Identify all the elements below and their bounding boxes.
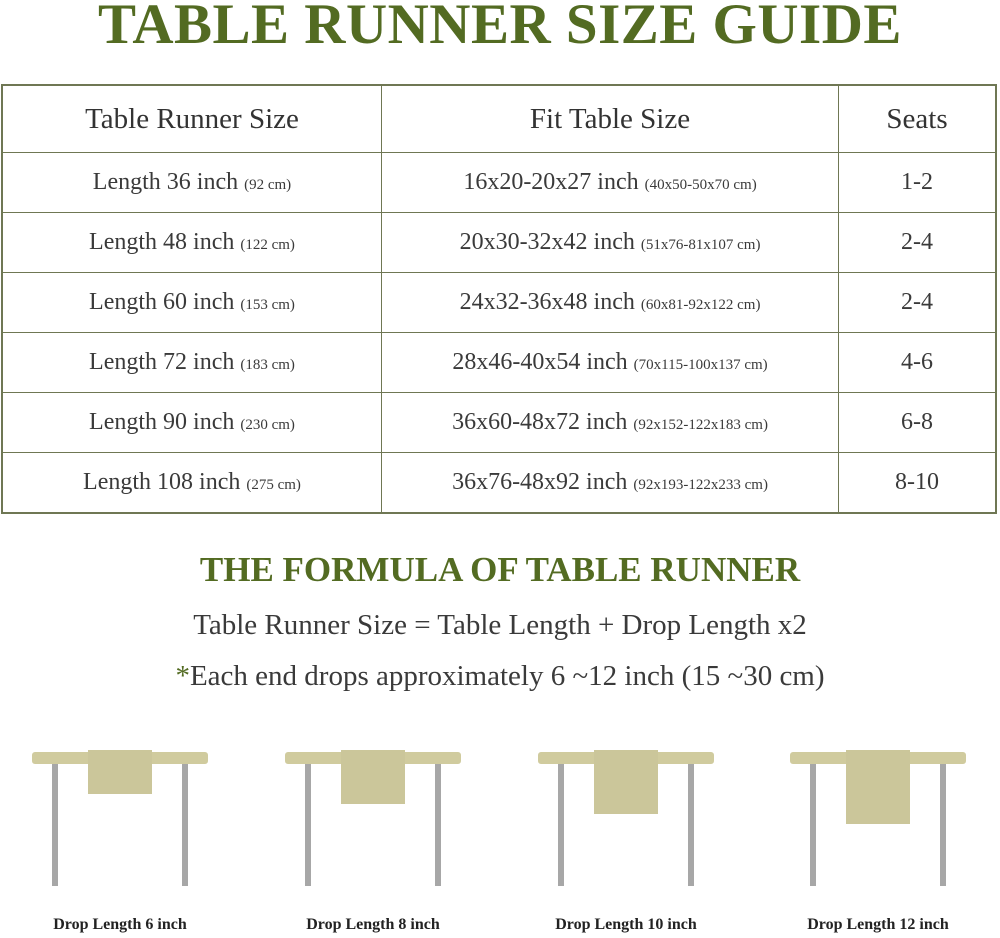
runner-cm: (122 cm) bbox=[240, 237, 295, 253]
fit-inch: 28x46-40x54 inch bbox=[452, 349, 628, 375]
table-row bbox=[2, 213, 996, 273]
drop-label-8-inch: Drop Length 8 inch bbox=[306, 916, 440, 933]
header-seats: Seats bbox=[839, 85, 997, 153]
formula-note bbox=[0, 660, 1000, 693]
fit-size-cell bbox=[382, 393, 839, 453]
drop-label-12-inch: Drop Length 12 inch bbox=[807, 916, 949, 933]
runner-cm: (230 cm) bbox=[240, 417, 295, 433]
fit-cm: (40x50-50x70 cm) bbox=[644, 177, 757, 193]
runner-drop bbox=[846, 750, 910, 824]
drop-label-6-inch: Drop Length 6 inch bbox=[53, 916, 187, 933]
runner-inch: Length 60 inch bbox=[89, 289, 235, 315]
seats-cell: 6-8 bbox=[839, 393, 997, 453]
fit-inch: 20x30-32x42 inch bbox=[459, 229, 635, 255]
size-table bbox=[1, 84, 997, 514]
header-runner-size: Table Runner Size bbox=[2, 85, 382, 153]
fit-inch: 16x20-20x27 inch bbox=[463, 169, 639, 195]
table-diagram-6-inch bbox=[32, 748, 212, 888]
runner-size-cell bbox=[2, 213, 382, 273]
seats-cell: 1-2 bbox=[839, 153, 997, 213]
runner-size-cell bbox=[2, 153, 382, 213]
fit-size-cell bbox=[382, 153, 839, 213]
runner-size-cell bbox=[2, 333, 382, 393]
table-diagram-12-inch bbox=[790, 748, 970, 888]
runner-drop bbox=[341, 750, 405, 804]
fit-inch: 36x76-48x92 inch bbox=[452, 469, 628, 495]
fit-inch: 36x60-48x72 inch bbox=[452, 409, 628, 435]
drop-label-10-inch: Drop Length 10 inch bbox=[555, 916, 697, 933]
runner-cm: (153 cm) bbox=[240, 297, 295, 313]
table-diagram-10-inch bbox=[538, 748, 718, 888]
table-leg-left bbox=[558, 760, 564, 886]
fit-cm: (51x76-81x107 cm) bbox=[640, 237, 761, 253]
fit-size-cell bbox=[382, 453, 839, 514]
note-asterisk: * bbox=[175, 660, 190, 692]
runner-inch: Length 48 inch bbox=[89, 229, 235, 255]
page-title: TABLE RUNNER SIZE GUIDE bbox=[98, 0, 902, 56]
table-leg-right bbox=[940, 760, 946, 886]
seats-cell: 2-4 bbox=[839, 213, 997, 273]
runner-inch: Length 90 inch bbox=[89, 409, 235, 435]
table-leg-left bbox=[52, 760, 58, 886]
runner-cm: (183 cm) bbox=[240, 357, 295, 373]
runner-inch: Length 72 inch bbox=[89, 349, 235, 375]
seats-cell: 2-4 bbox=[839, 273, 997, 333]
table-row bbox=[2, 393, 996, 453]
fit-size-cell bbox=[382, 273, 839, 333]
runner-size-cell bbox=[2, 453, 382, 514]
table-leg-right bbox=[688, 760, 694, 886]
runner-inch: Length 36 inch bbox=[92, 169, 239, 195]
fit-cm: (60x81-92x122 cm) bbox=[640, 297, 761, 313]
table-leg-right bbox=[435, 760, 441, 886]
table-row bbox=[2, 453, 996, 514]
formula-equation: Table Runner Size = Table Length + Drop Length x2 bbox=[193, 609, 807, 641]
fit-size-cell bbox=[382, 333, 839, 393]
runner-drop bbox=[88, 750, 152, 794]
runner-cm: (275 cm) bbox=[246, 477, 301, 493]
fit-inch: 24x32-36x48 inch bbox=[459, 289, 635, 315]
fit-cm: (70x115-100x137 cm) bbox=[633, 357, 768, 373]
seats-cell: 4-6 bbox=[839, 333, 997, 393]
runner-inch: Length 108 inch bbox=[83, 469, 241, 495]
fit-size-cell bbox=[382, 213, 839, 273]
table-row bbox=[2, 153, 996, 213]
fit-cm: (92x193-122x233 cm) bbox=[633, 477, 768, 493]
note-text: Each end drops approximately 6 ~12 inch (15 ~30 cm) bbox=[189, 660, 825, 692]
runner-size-cell bbox=[2, 273, 382, 333]
seats-cell: 8-10 bbox=[839, 453, 997, 514]
runner-size-cell bbox=[2, 393, 382, 453]
table-leg-right bbox=[182, 760, 188, 886]
table-leg-left bbox=[810, 760, 816, 886]
fit-cm: (92x152-122x183 cm) bbox=[633, 417, 768, 433]
table-header-row bbox=[2, 85, 996, 153]
table-diagram-8-inch bbox=[285, 748, 465, 888]
table-row bbox=[2, 273, 996, 333]
header-fit-table-size: Fit Table Size bbox=[382, 85, 839, 153]
runner-drop bbox=[594, 750, 658, 814]
formula-title: THE FORMULA OF TABLE RUNNER bbox=[199, 550, 801, 589]
table-row bbox=[2, 333, 996, 393]
table-leg-left bbox=[305, 760, 311, 886]
runner-cm: (92 cm) bbox=[244, 177, 292, 193]
